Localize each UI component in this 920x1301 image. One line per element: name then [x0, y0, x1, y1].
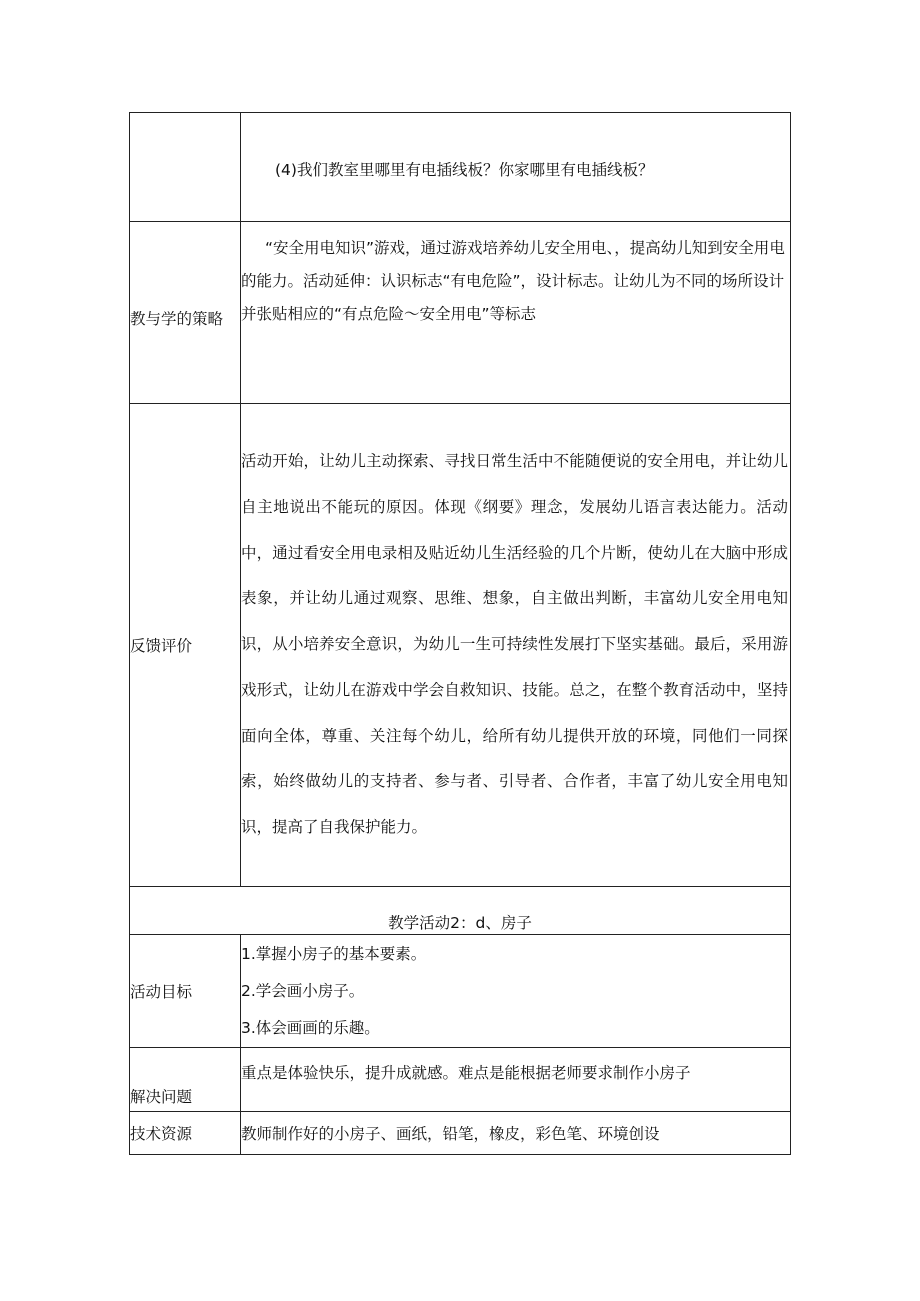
question-cell: [241, 113, 791, 222]
resources-text: 教师制作好的小房子、画纸，铅笔，橡皮，彩色笔、环境创设: [241, 1112, 791, 1155]
strategy-cell: [241, 222, 791, 404]
table-row: [130, 1112, 791, 1155]
feedback-cell: [241, 404, 791, 887]
activity-title: 教学活动2：d、房子: [130, 887, 791, 935]
question-text: (4)我们教室里哪里有电插线板？你家哪里有电插线板？: [275, 161, 654, 179]
table-row: [130, 113, 791, 222]
goals-cell: [241, 935, 791, 1048]
lesson-plan-table: [129, 112, 791, 1155]
table-row: [130, 887, 791, 935]
goal-item-2: 2.学会画小房子。: [241, 982, 365, 1000]
resources-label: 技术资源: [130, 1112, 241, 1155]
feedback-label: 反馈评价: [130, 404, 241, 887]
goals-label: 活动目标: [130, 935, 241, 1048]
table-row: [130, 1048, 791, 1112]
issues-label: 解决问题: [130, 1048, 241, 1112]
feedback-text: 活动开始，让幼儿主动探索、寻找日常生活中不能随便说的安全用电，并让幼儿自主地说出不能玩的原因。体现《纲要》理念，发展幼儿语言表达能力。活动中，通过看安全用电录相及贴近幼儿生活经验的几个片断，使幼儿在大脑中形成表象，并让幼儿通过观察、思维、想象，自主做出判断，丰富幼儿安全用电知识，从小培养安全意识，为幼儿一生可持续性发展打下坚实基础。最后，采用游戏形式，让幼儿在游戏中学会自救知识、技能。总之，在整个教育活动中，坚持面向全体，尊重、关注每个幼儿，给所有幼儿提供开放的环境，同他们一同探索，始终做幼儿的支持者、参与者、引导者、合作者，丰富了幼儿安全用电知识，提高了自我保护能力。: [241, 451, 788, 837]
table-row: [130, 935, 791, 1048]
table-row: [130, 404, 791, 887]
strategy-label-cell: [130, 222, 241, 404]
issues-text: 重点是体验快乐，提升成就感。难点是能根据老师要求制作小房子: [241, 1048, 791, 1112]
question-label-cell: [130, 113, 241, 222]
goal-item-3: 3.体会画画的乐趣。: [241, 1019, 380, 1037]
table-row: [130, 222, 791, 404]
strategy-text: “安全用电知识”游戏，通过游戏培养幼儿安全用电、，提高幼儿知到安全用电的能力。活动延伸：认识标志“有电危险”，设计标志。让幼儿为不同的场所设计并张贴相应的“有点危险～安全用电”等标志: [241, 239, 785, 323]
goal-item-1: 1.掌握小房子的基本要素。: [241, 945, 427, 963]
strategy-label: 教与学的策略: [130, 309, 224, 328]
